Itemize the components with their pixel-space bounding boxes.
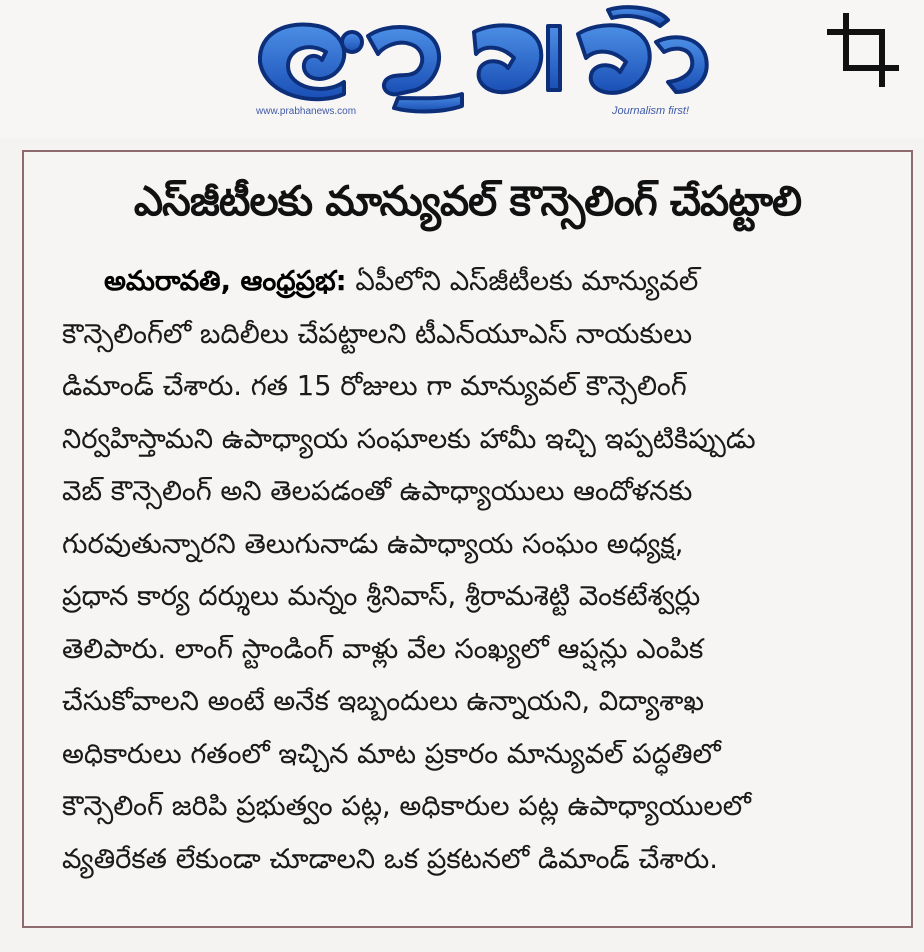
article-line: ప్రధాన కార్య దర్శులు మన్నం శ్రీనివాస్, శ్రీరామశెట్టి వెంకటేశ్వర్లు	[62, 581, 701, 612]
article-line: వెబ్ కౌన్సెలింగ్ అని తెలపడంతో ఉపాధ్యాయులు ఆందోళనకు	[62, 476, 693, 507]
article-headline: ఎస్‌జీటీలకు మాన్యువల్ కౌన్సెలింగ్ చేపట్టాలి	[133, 177, 802, 225]
crop-icon	[824, 10, 902, 88]
logo-lettering-icon	[248, 2, 718, 120]
article-line: నిర్వహిస్తామని ఉపాధ్యాయ సంఘాలకు హామీ ఇచ్చి ఇప్పటికిప్పుడు	[62, 423, 756, 455]
article-line: తెలిపారు. లాంగ్ స్టాండింగ్ వాళ్లు వేల సంఖ్యలో ఆప్షన్లు ఎంపిక	[62, 633, 704, 665]
article-line: కౌన్సెలింగ్ జరిపి ప్రభుత్వం పట్ల, అధికారుల పట్ల ఉపాధ్యాయులలో	[62, 791, 751, 822]
article-line: వ్యతిరేకత లేకుండా చూడాలని ఒక ప్రకటనలో డిమాండ్ చేశారు.	[62, 843, 718, 875]
article-line: గురవుతున్నారని తెలుగునాడు ఉపాధ్యాయ సంఘం అధ్యక్ష,	[62, 528, 684, 560]
masthead	[0, 0, 924, 138]
newspaper-logo	[248, 2, 718, 120]
article-dateline: అమరావతి, ఆంధ్రప్రభ:	[104, 266, 347, 297]
article-line	[62, 256, 892, 309]
article-line: డిమాండ్ చేశారు. గత 15 రోజులు గా మాన్యువల్ కౌన్సెలింగ్	[62, 371, 687, 402]
newspaper-url: www.prabhanews.com	[256, 106, 357, 117]
article-line: చేసుకోవాలని అంటే అనేక ఇబ్బందులు ఉన్నాయని, విద్యాశాఖ	[62, 686, 705, 717]
article-line: కౌన్సెలింగ్‌లో బదిలీలు చేపట్టాలని టీఎన్‌యూఎస్ నాయకులు	[62, 318, 693, 350]
article-line-text: ఏపీలోని ఎస్‌జీటీలకు మాన్యువల్	[346, 266, 699, 297]
article-body	[62, 256, 892, 886]
news-article	[22, 150, 913, 928]
article-line: అధికారులు గతంలో ఇచ్చిన మాట ప్రకారం మాన్యువల్ పద్ధతిలో	[62, 738, 721, 770]
newspaper-tagline: Journalism first!	[612, 105, 690, 117]
crop-button[interactable]	[824, 10, 902, 88]
